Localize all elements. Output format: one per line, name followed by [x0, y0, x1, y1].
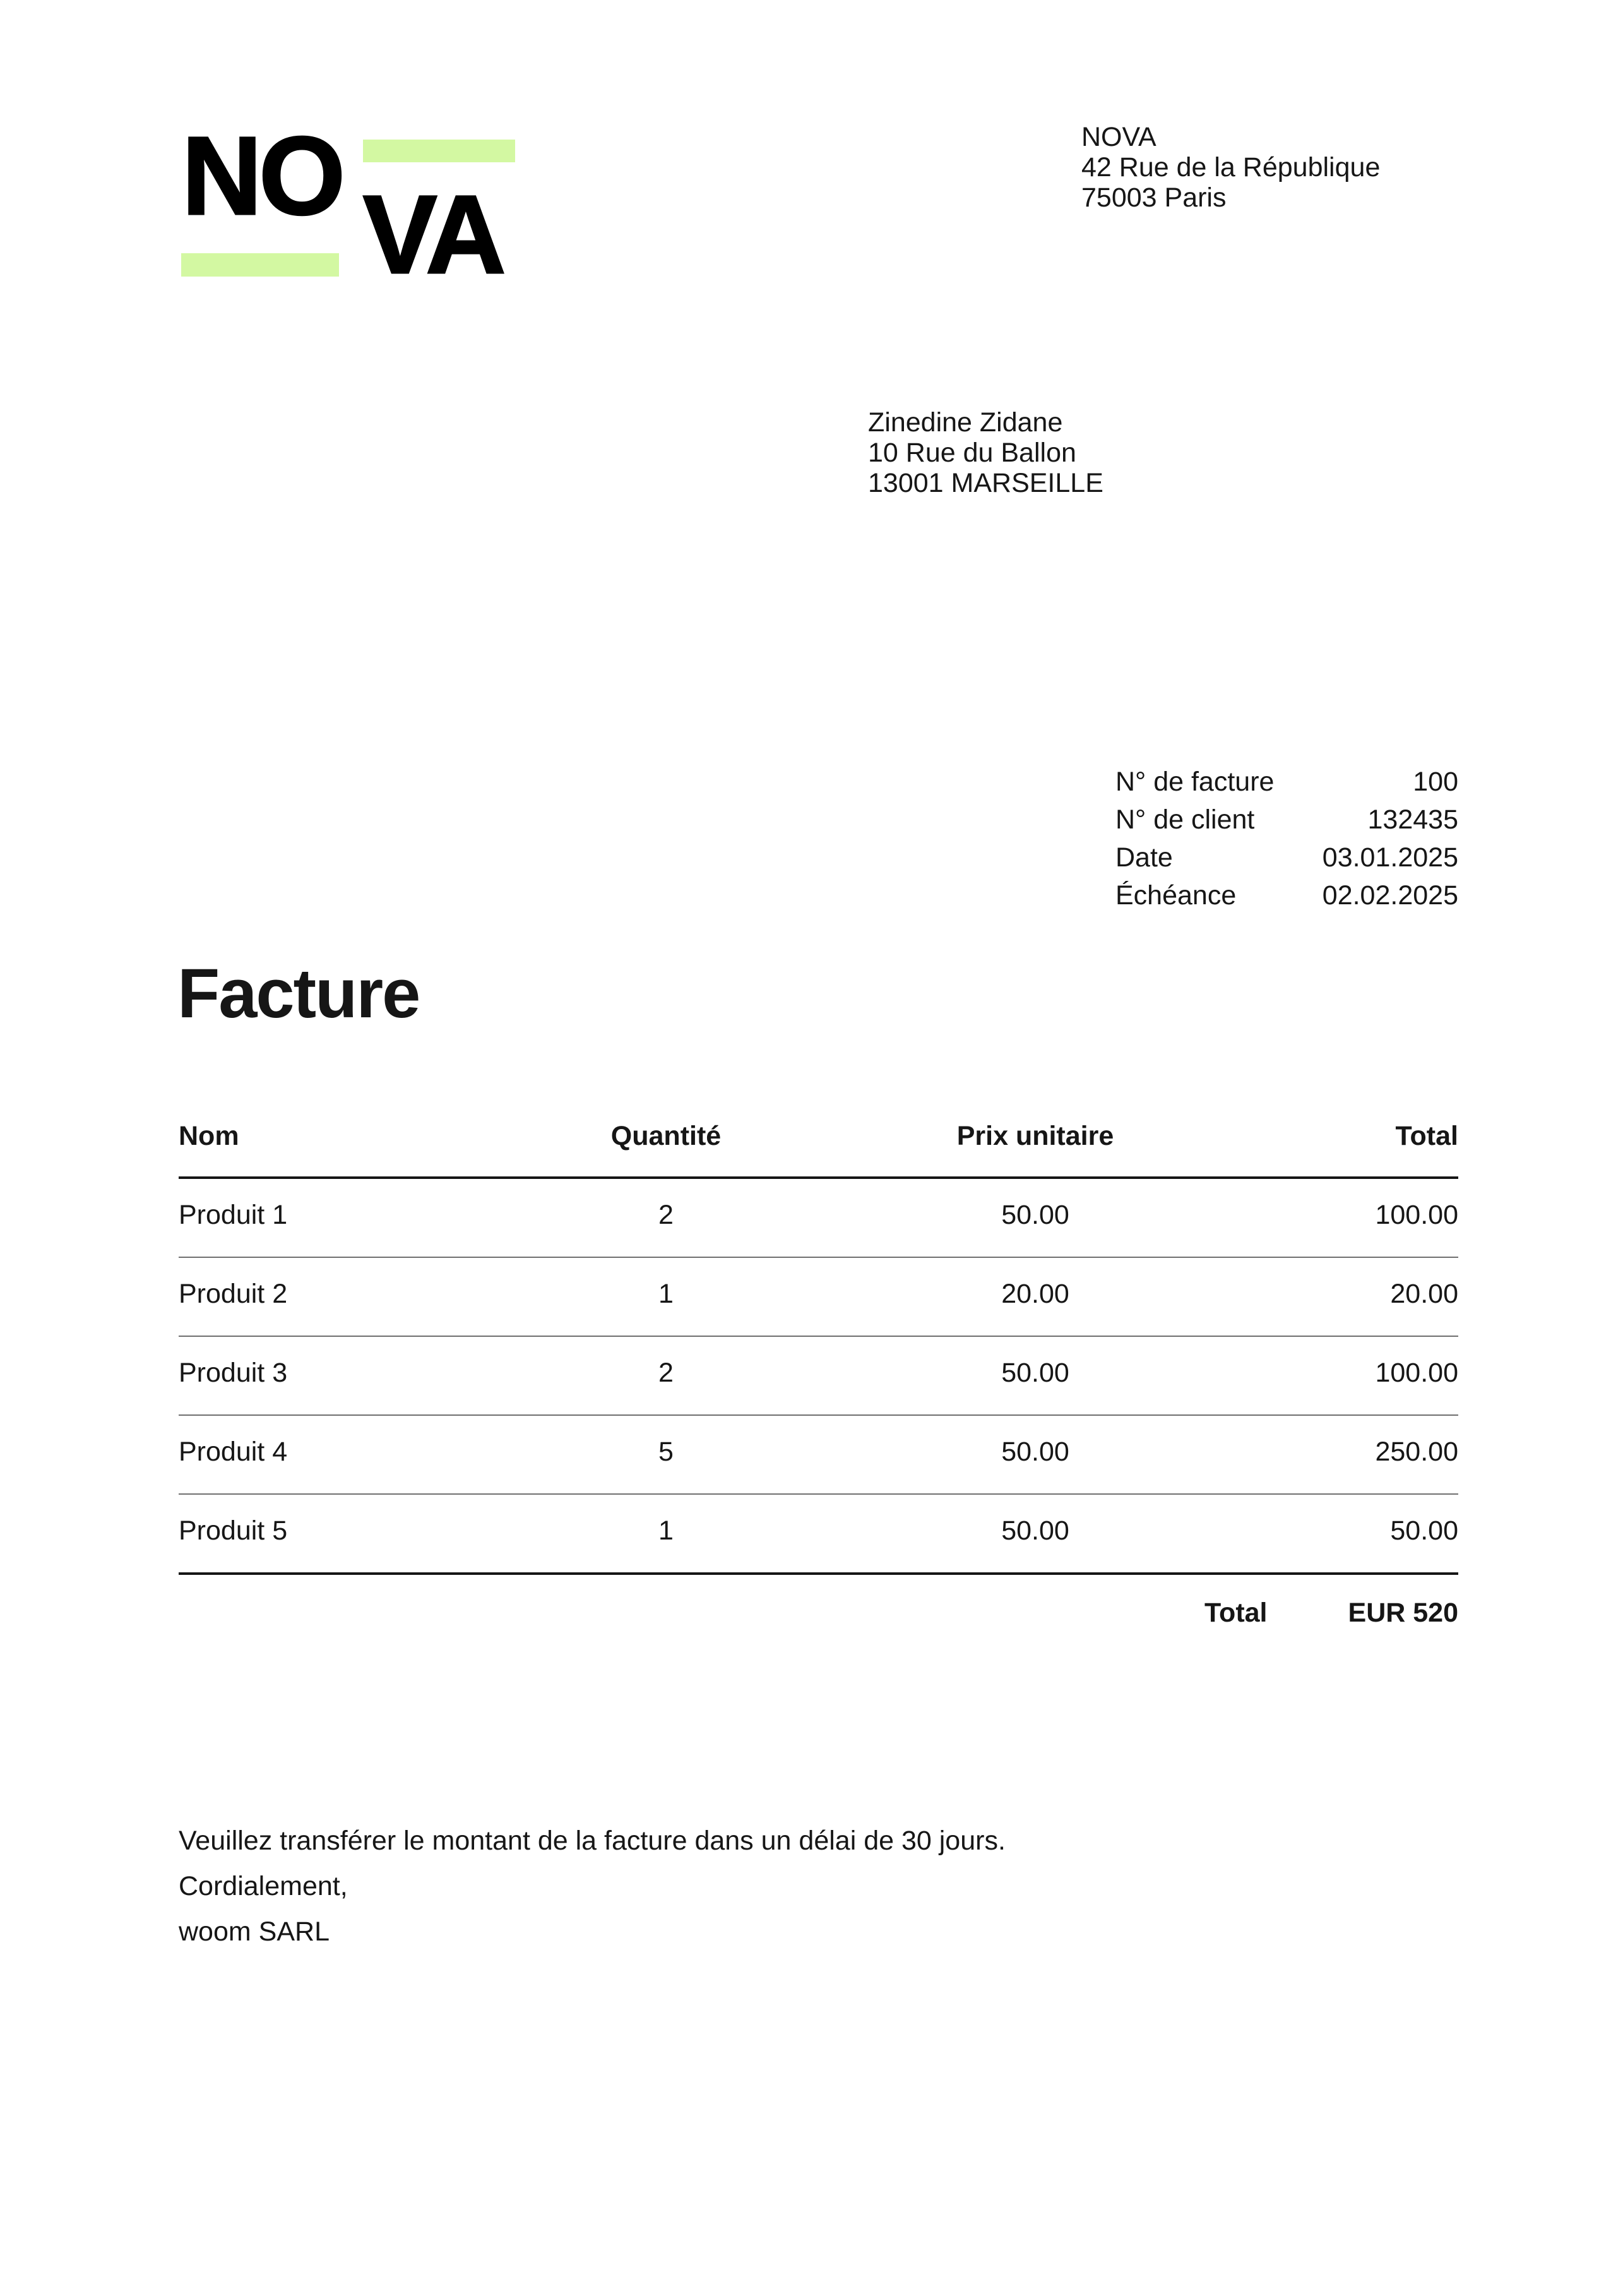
column-header-nom: Nom: [179, 1121, 239, 1151]
meta-label: N° de client: [1115, 804, 1255, 835]
cell-line-total: 100.00: [1375, 1200, 1458, 1230]
grand-total-value: EUR 520: [1348, 1598, 1458, 1628]
recipient-name: Zinedine Zidane: [868, 407, 1063, 438]
cell-unit-price: 50.00: [1001, 1358, 1069, 1388]
page-title: Facture: [177, 955, 420, 1032]
company-street: 42 Rue de la République: [1081, 152, 1381, 182]
invoice-meta-row: [1115, 839, 1458, 876]
meta-value: 100: [1413, 767, 1458, 797]
cell-quantity: 1: [658, 1516, 674, 1546]
cell-line-total: 20.00: [1390, 1279, 1458, 1309]
cell-quantity: 5: [658, 1437, 674, 1467]
company-city: 75003 Paris: [1081, 182, 1227, 213]
meta-label: Échéance: [1115, 880, 1237, 911]
cell-quantity: 2: [658, 1200, 674, 1230]
recipient-city: 13001 MARSEILLE: [868, 468, 1103, 498]
cell-product-name: Produit 1: [179, 1200, 288, 1230]
recipient-address: [868, 407, 1103, 498]
column-header-total: Total: [1395, 1121, 1458, 1151]
table-header-row: [179, 1123, 1458, 1150]
grand-total-label: Total: [1204, 1598, 1268, 1628]
meta-label: Date: [1115, 842, 1173, 873]
cell-product-name: Produit 2: [179, 1279, 288, 1309]
invoice-meta: [1115, 763, 1458, 914]
invoice-meta-row: [1115, 763, 1458, 801]
table-row: [179, 1337, 1458, 1416]
logo-text-va: VA: [363, 173, 503, 297]
payment-note-line: Cordialement,: [179, 1871, 348, 1901]
logo-bar-top: [363, 140, 515, 162]
grand-total-row: [179, 1599, 1458, 1627]
cell-quantity: 1: [658, 1279, 674, 1309]
table-row: [179, 1258, 1458, 1337]
recipient-street: 10 Rue du Ballon: [868, 438, 1076, 468]
column-header-quantite: Quantité: [610, 1121, 722, 1151]
meta-label: N° de facture: [1115, 767, 1275, 797]
table-row: [179, 1495, 1458, 1575]
cell-line-total: 50.00: [1390, 1516, 1458, 1546]
column-header-prix-unitaire: Prix unitaire: [956, 1121, 1114, 1151]
items-table: [179, 1123, 1458, 1575]
cell-product-name: Produit 5: [179, 1516, 288, 1546]
logo-bar-bottom: [181, 253, 339, 277]
meta-value: 03.01.2025: [1322, 842, 1458, 873]
nova-logo: [182, 114, 535, 297]
logo-text-no: NO: [182, 114, 342, 238]
cell-line-total: 250.00: [1375, 1437, 1458, 1467]
cell-product-name: Produit 3: [179, 1358, 288, 1388]
cell-product-name: Produit 4: [179, 1437, 288, 1467]
table-body: [179, 1179, 1458, 1575]
payment-note: [179, 1818, 1006, 1954]
company-address: [1081, 122, 1380, 213]
invoice-meta-row: [1115, 801, 1458, 839]
cell-quantity: 2: [658, 1358, 674, 1388]
table-row: [179, 1179, 1458, 1258]
cell-unit-price: 50.00: [1001, 1200, 1069, 1230]
meta-value: 132435: [1367, 804, 1458, 835]
cell-unit-price: 50.00: [1001, 1437, 1069, 1467]
cell-unit-price: 20.00: [1001, 1279, 1069, 1309]
company-name: NOVA: [1081, 122, 1156, 152]
meta-value: 02.02.2025: [1322, 880, 1458, 911]
cell-unit-price: 50.00: [1001, 1516, 1069, 1546]
cell-line-total: 100.00: [1375, 1358, 1458, 1388]
invoice-meta-row: [1115, 876, 1458, 914]
table-row: [179, 1416, 1458, 1495]
payment-note-line: woom SARL: [179, 1916, 330, 1947]
payment-note-line: Veuillez transférer le montant de la facture dans un délai de 30 jours.: [179, 1826, 1006, 1856]
